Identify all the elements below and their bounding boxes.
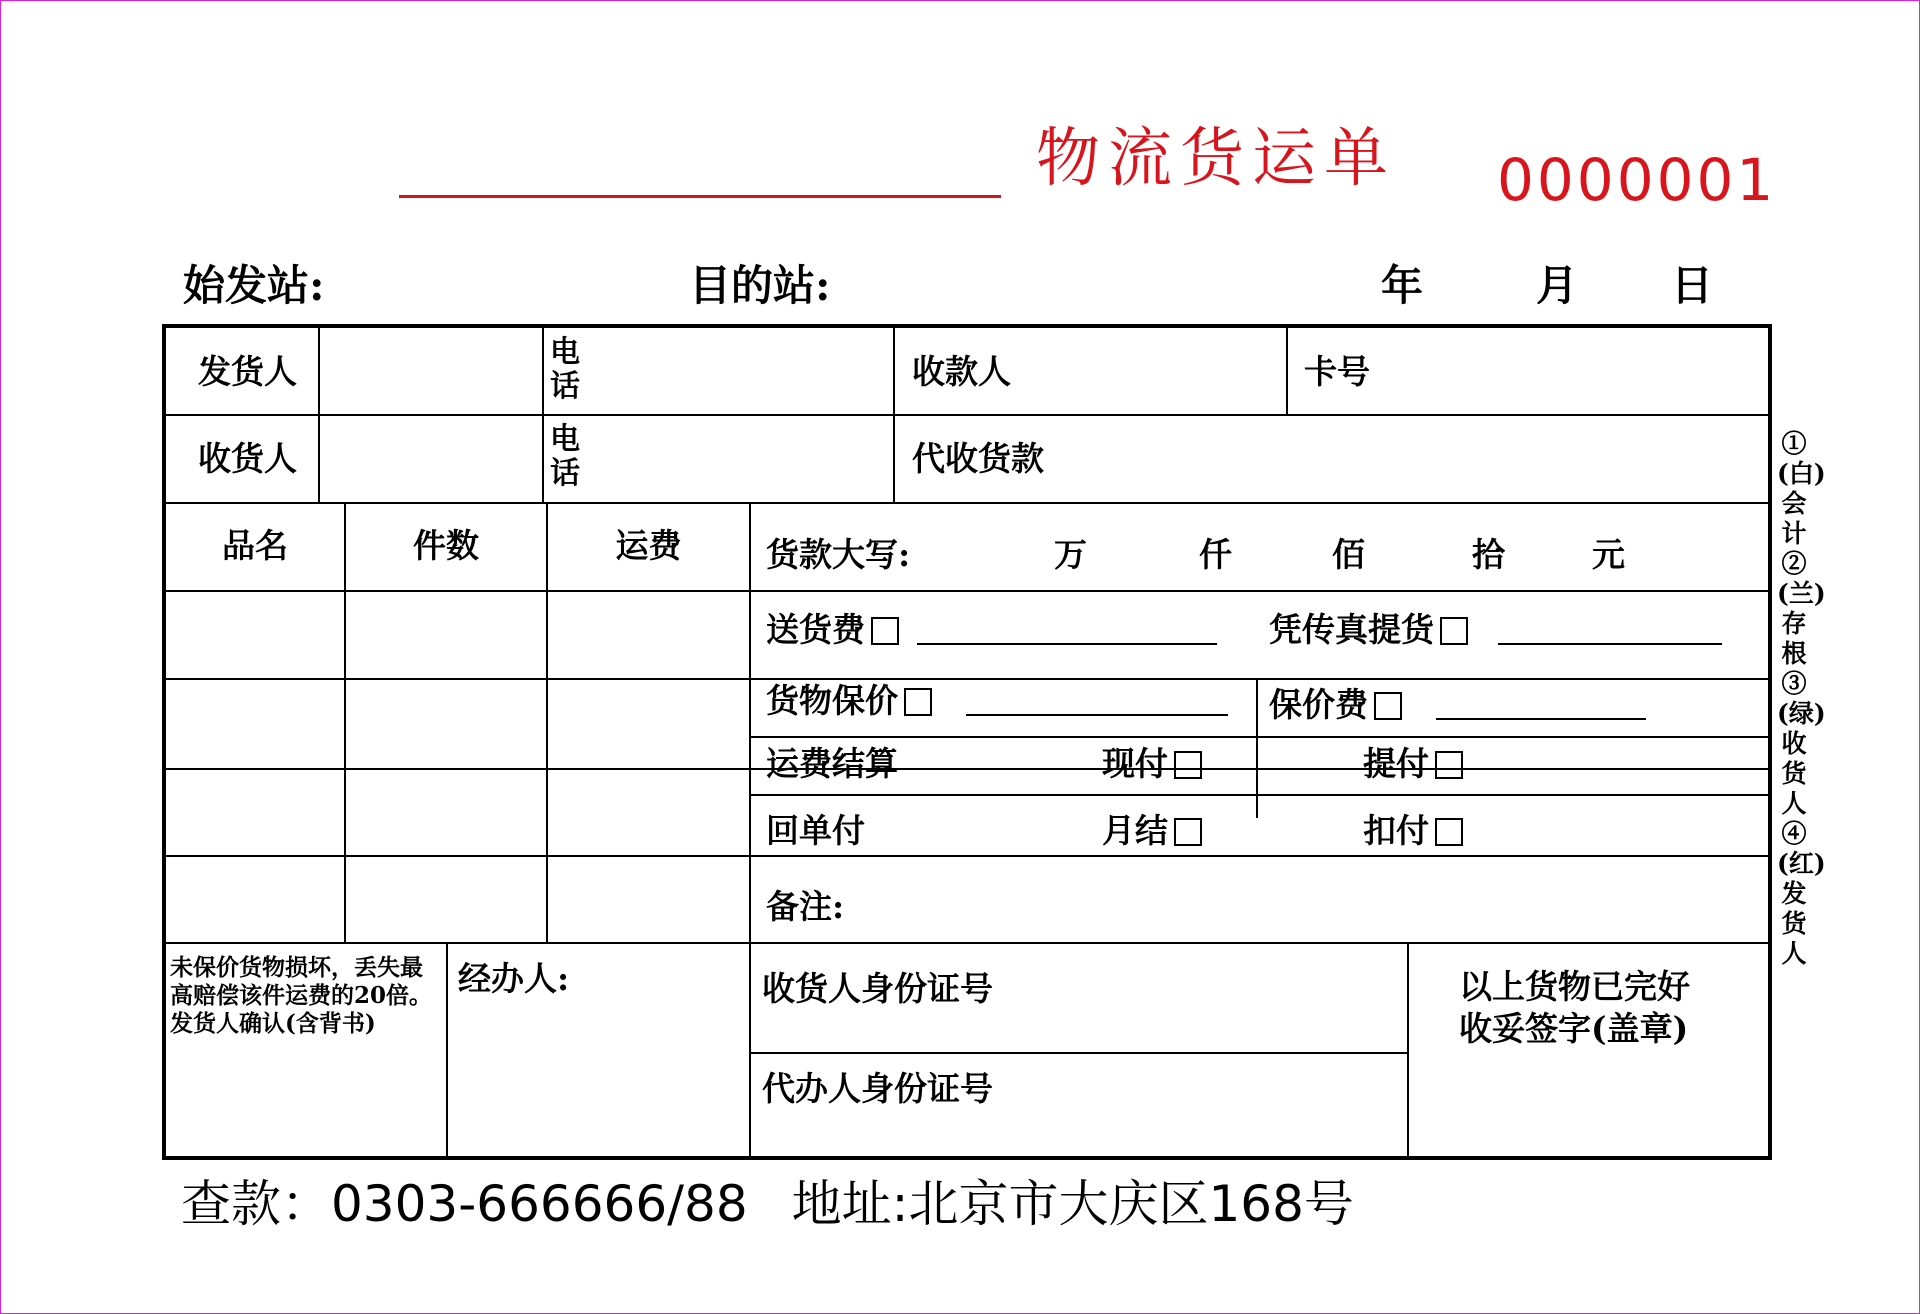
serial-number: 0000001	[1497, 146, 1777, 214]
unit-yuan: 元	[1592, 535, 1625, 574]
monthly-label: 月结	[1102, 811, 1168, 850]
delivery-fee-option	[766, 610, 1217, 649]
consignee-id-label: 收货人身份证号	[762, 969, 993, 1008]
deduct-option	[1363, 811, 1463, 850]
unit-shi: 拾	[1472, 535, 1505, 574]
col-divider	[546, 502, 548, 942]
declared-value-option	[766, 681, 1228, 720]
disclaimer-line: 发货人确认(含背书)	[170, 1010, 376, 1037]
deduct-label: 扣付	[1363, 811, 1429, 850]
unit-wan: 万	[1054, 535, 1087, 574]
row-divider	[751, 736, 1768, 738]
company-name-line	[399, 195, 1001, 198]
received-signature-label	[1459, 966, 1690, 1050]
cod-label: 代收货款	[912, 439, 1044, 478]
col-divider	[542, 328, 544, 502]
col-divider	[344, 502, 346, 942]
waybill-form	[162, 324, 1772, 1160]
date-month-label: 月	[1536, 261, 1579, 310]
row-divider	[751, 1052, 1409, 1054]
col-divider	[893, 328, 895, 502]
card-number-label: 卡号	[1304, 352, 1370, 391]
fax-pickup-option	[1269, 610, 1722, 649]
amount-words-label: 货款大写:	[766, 535, 911, 574]
payee-label: 收款人	[912, 352, 1011, 391]
col-divider	[446, 942, 448, 1156]
date-day-label: 日	[1671, 261, 1714, 310]
pieces-header: 件数	[413, 526, 479, 565]
disclaimer-line: 高赔偿该件运费的20倍。	[170, 982, 433, 1009]
row-divider	[166, 855, 1768, 857]
fax-pickup-checkbox[interactable]	[1440, 617, 1468, 645]
row-divider	[166, 678, 1768, 680]
disclaimer-line: 未保价货物损坏，丢失最	[170, 954, 423, 981]
deduct-checkbox[interactable]	[1435, 818, 1463, 846]
shipper-label: 发货人	[198, 352, 297, 391]
freight-header: 运费	[615, 526, 682, 565]
pay-now-option	[1102, 744, 1202, 783]
insurance-fee-label: 保价费	[1269, 685, 1368, 724]
origin-station-label: 始发站:	[183, 261, 325, 310]
copies-note: ①(白)会计②(兰)存根③(绿)收货人④(红)发货人	[1777, 429, 1826, 968]
pay-on-pickup-label: 提付	[1363, 744, 1429, 783]
company-address: 地址:北京市大庆区168号	[791, 1175, 1354, 1233]
unit-qian: 仟	[1199, 535, 1232, 574]
destination-station-label: 目的站:	[689, 261, 831, 310]
agent-id-label: 代办人身份证号	[762, 1069, 993, 1108]
col-divider	[318, 328, 320, 502]
shipper-phone-label: 电话	[550, 335, 580, 404]
row-divider	[751, 794, 1768, 796]
consignee-label: 收货人	[198, 439, 297, 478]
delivery-fee-label: 送货费	[766, 610, 865, 649]
remarks-label: 备注:	[766, 887, 845, 926]
declared-value-label: 货物保价	[766, 681, 898, 720]
fax-pickup-label: 凭传真提货	[1269, 610, 1434, 649]
row-divider	[166, 768, 1768, 770]
fax-pickup-blank[interactable]	[1498, 617, 1722, 645]
col-divider	[1256, 678, 1258, 818]
freight-settlement-label: 运费结算	[766, 744, 898, 783]
footer-contact	[181, 1175, 1354, 1233]
pay-now-label: 现付	[1102, 744, 1168, 783]
received-line: 以上货物已完好	[1459, 967, 1690, 1006]
monthly-checkbox[interactable]	[1174, 818, 1202, 846]
monthly-option	[1102, 811, 1202, 850]
pay-on-pickup-checkbox[interactable]	[1435, 751, 1463, 779]
disclaimer-text	[170, 954, 432, 1038]
col-divider	[1286, 328, 1288, 414]
handler-label: 经办人:	[458, 959, 570, 998]
col-divider	[1407, 942, 1409, 1156]
date-year-label: 年	[1381, 261, 1424, 310]
row-divider	[166, 590, 1768, 592]
insurance-fee-checkbox[interactable]	[1374, 692, 1402, 720]
received-line: 收妥签字(盖章)	[1459, 1009, 1689, 1048]
unit-bai: 佰	[1332, 535, 1365, 574]
row-divider	[166, 502, 1768, 504]
col-divider	[749, 502, 751, 1156]
receipt-pay-label: 回单付	[766, 811, 865, 850]
pay-on-pickup-option	[1363, 744, 1463, 783]
declared-value-blank[interactable]	[966, 688, 1228, 716]
goods-name-header: 品名	[222, 526, 288, 565]
consignee-phone-label: 电话	[550, 422, 580, 491]
delivery-fee-blank[interactable]	[917, 617, 1217, 645]
row-divider	[166, 942, 1768, 944]
row-divider	[166, 414, 1768, 416]
insurance-fee-option	[1269, 685, 1646, 724]
declared-value-checkbox[interactable]	[904, 688, 932, 716]
delivery-fee-checkbox[interactable]	[871, 617, 899, 645]
inquiry-phone: 查款：0303-666666/88	[181, 1175, 748, 1233]
waybill-title: 物流货运单	[1036, 122, 1396, 196]
pay-now-checkbox[interactable]	[1174, 751, 1202, 779]
insurance-fee-blank[interactable]	[1436, 692, 1646, 720]
